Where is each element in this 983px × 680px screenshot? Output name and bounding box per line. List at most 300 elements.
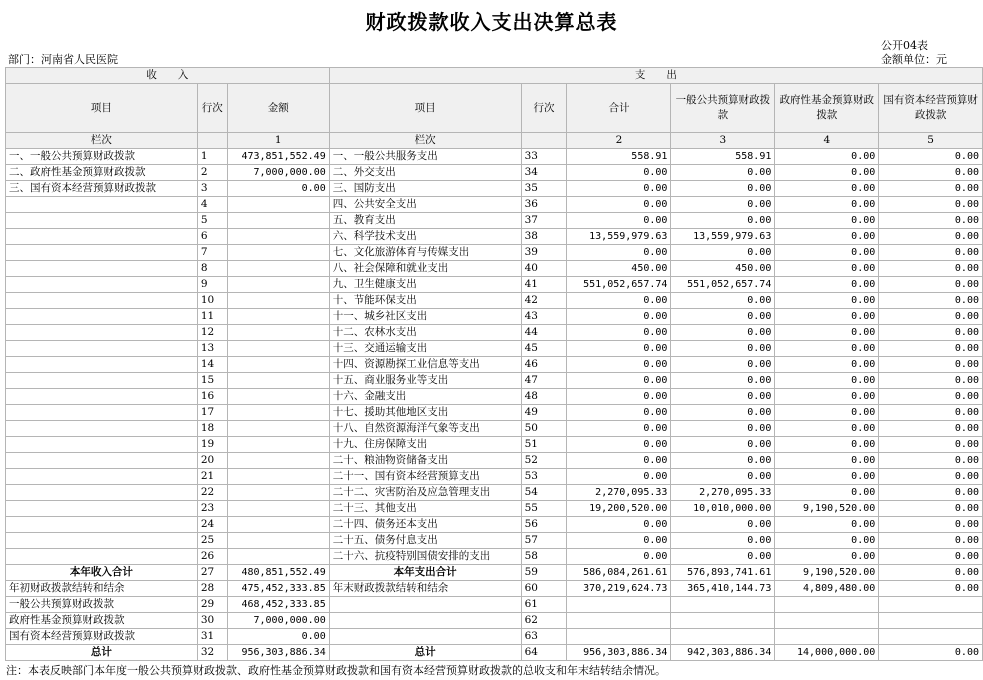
- cell-c2: 2,270,095.33: [567, 485, 671, 501]
- cell-c4: 0.00: [775, 421, 879, 437]
- cell-in-item: [6, 517, 198, 533]
- cell-in-item: [6, 533, 198, 549]
- table-row: [6, 309, 983, 325]
- cell-c2: 0.00: [567, 437, 671, 453]
- cell-in-item: [6, 213, 198, 229]
- year-income-total-amount: 480,851,552.49: [227, 565, 329, 581]
- cell-c5: 0.00: [879, 485, 983, 501]
- table-row: [6, 181, 983, 197]
- cell-c5: 0.00: [879, 213, 983, 229]
- cell-in-amt: [227, 357, 329, 373]
- year-income-total-label: 本年收入合计: [6, 565, 198, 581]
- general-budget-header: 一般公共预算财政拨款: [671, 84, 775, 133]
- cell-c2: 0.00: [567, 453, 671, 469]
- table-row: [6, 437, 983, 453]
- report-meta: [881, 39, 947, 67]
- cell-in-amt: [227, 325, 329, 341]
- row-number: 64: [521, 645, 567, 661]
- cell-c4: 0.00: [775, 293, 879, 309]
- table-row: [6, 341, 983, 357]
- cell-in-no: 25: [197, 533, 227, 549]
- grand-total-c4: 14,000,000.00: [775, 645, 879, 661]
- cell-c5: 0.00: [879, 405, 983, 421]
- cell-in-item: [6, 309, 198, 325]
- cell-c3: 0.00: [671, 405, 775, 421]
- cell-c5: 0.00: [879, 325, 983, 341]
- cell-c5: 0.00: [879, 165, 983, 181]
- cell-in-amt: [227, 485, 329, 501]
- cell-ex-item: 十八、自然资源海洋气象等支出: [329, 421, 521, 437]
- cell-in-item: [6, 325, 198, 341]
- cell-in-amt: [227, 309, 329, 325]
- cell-in-amt: [227, 245, 329, 261]
- cell-in-amt: [227, 501, 329, 517]
- cell-c4: 0.00: [775, 405, 879, 421]
- cell-ex-no: 57: [521, 533, 567, 549]
- table-row: [6, 517, 983, 533]
- cell-c4: 0.00: [775, 341, 879, 357]
- cell-in-amt: [227, 373, 329, 389]
- cell-c5: 0.00: [879, 261, 983, 277]
- cell-in-no: 19: [197, 437, 227, 453]
- cell-in-no: 1: [197, 149, 227, 165]
- end-balance-c4: 4,809,480.00: [775, 581, 879, 597]
- cell-c3: 0.00: [671, 293, 775, 309]
- begin-fund-amount: 7,000,000.00: [227, 613, 329, 629]
- cell-ex-item: 十四、资源勘探工业信息等支出: [329, 357, 521, 373]
- cell-in-no: 11: [197, 309, 227, 325]
- table-row: [6, 469, 983, 485]
- cell-in-item: [6, 277, 198, 293]
- form-code: 公开04表: [881, 39, 928, 52]
- cell-in-amt: [227, 405, 329, 421]
- cell-c5: 0.00: [879, 341, 983, 357]
- table-row: [6, 357, 983, 373]
- cell-ex-no: 47: [521, 373, 567, 389]
- fiscal-summary-table: [5, 67, 983, 661]
- begin-capital-amount: 0.00: [227, 629, 329, 645]
- cell-in-amt: 0.00: [227, 181, 329, 197]
- cell-ex-item: 十七、援助其他地区支出: [329, 405, 521, 421]
- end-balance-c2: 370,219,624.73: [567, 581, 671, 597]
- cell-in-amt: [227, 197, 329, 213]
- table-row: [6, 277, 983, 293]
- cell-c2: 0.00: [567, 245, 671, 261]
- cell-ex-item: 五、教育支出: [329, 213, 521, 229]
- cell-in-no: 15: [197, 373, 227, 389]
- cell-c2: 0.00: [567, 517, 671, 533]
- cell-c3: 0.00: [671, 245, 775, 261]
- cell-c4: 0.00: [775, 325, 879, 341]
- cell-c2: 0.00: [567, 549, 671, 565]
- cell-c4: 0.00: [775, 453, 879, 469]
- cell-ex-no: 46: [521, 357, 567, 373]
- empty-cell: [329, 597, 521, 613]
- cell-ex-no: 44: [521, 325, 567, 341]
- cell-in-item: [6, 293, 198, 309]
- cell-c4: 0.00: [775, 389, 879, 405]
- cell-in-no: 22: [197, 485, 227, 501]
- cell-c3: 0.00: [671, 325, 775, 341]
- department-label: 部门：河南省人民医院: [8, 53, 118, 66]
- cell-in-item: [6, 549, 198, 565]
- cell-ex-no: 50: [521, 421, 567, 437]
- cell-ex-no: 40: [521, 261, 567, 277]
- cell-c4: 0.00: [775, 437, 879, 453]
- cell-c5: 0.00: [879, 181, 983, 197]
- cell-in-no: 12: [197, 325, 227, 341]
- cell-in-no: 7: [197, 245, 227, 261]
- cell-ex-no: 36: [521, 197, 567, 213]
- table-row: [6, 149, 983, 165]
- cell-c3: 0.00: [671, 453, 775, 469]
- cell-in-item: [6, 261, 198, 277]
- cell-c3: 0.00: [671, 341, 775, 357]
- cell-c4: 0.00: [775, 149, 879, 165]
- cell-c2: 0.00: [567, 389, 671, 405]
- cell-ex-no: 52: [521, 453, 567, 469]
- cell-ex-item: 十三、交通运输支出: [329, 341, 521, 357]
- gov-fund-header: 政府性基金预算财政拨款: [775, 84, 879, 133]
- cell-c4: 0.00: [775, 469, 879, 485]
- col-5: 5: [879, 133, 983, 149]
- end-balance-c5: 0.00: [879, 581, 983, 597]
- table-row: [6, 165, 983, 181]
- table-row: [6, 373, 983, 389]
- cell-c3: 0.00: [671, 309, 775, 325]
- cell-ex-item: 二十二、灾害防治及应急管理支出: [329, 485, 521, 501]
- cell-in-no: 21: [197, 469, 227, 485]
- cell-in-item: [6, 389, 198, 405]
- table-row: [6, 261, 983, 277]
- cell-in-no: 9: [197, 277, 227, 293]
- cell-c5: 0.00: [879, 277, 983, 293]
- cell-ex-no: 51: [521, 437, 567, 453]
- cell-ex-no: 56: [521, 517, 567, 533]
- expense-item-header: 项目: [329, 84, 521, 133]
- empty-cell: [879, 597, 983, 613]
- col-1: 1: [227, 133, 329, 149]
- cell-c5: 0.00: [879, 149, 983, 165]
- expense-header: 支 出: [329, 68, 982, 84]
- cell-ex-item: 一、一般公共服务支出: [329, 149, 521, 165]
- cell-c2: 0.00: [567, 309, 671, 325]
- col-3: 3: [671, 133, 775, 149]
- cell-ex-item: 二十三、其他支出: [329, 501, 521, 517]
- end-balance-c3: 365,410,144.73: [671, 581, 775, 597]
- cell-c2: 0.00: [567, 325, 671, 341]
- cell-in-amt: [227, 421, 329, 437]
- cell-in-no: 6: [197, 229, 227, 245]
- cell-c3: 0.00: [671, 437, 775, 453]
- unit-label: 金额单位：元: [881, 53, 947, 66]
- cell-c2: 0.00: [567, 469, 671, 485]
- row-number: 29: [197, 597, 227, 613]
- cell-ex-no: 39: [521, 245, 567, 261]
- cell-c3: 2,270,095.33: [671, 485, 775, 501]
- cell-in-item: [6, 197, 198, 213]
- empty-cell: [329, 629, 521, 645]
- table-row: [6, 293, 983, 309]
- table-row: [6, 421, 983, 437]
- grand-total-income-amount: 956,303,886.34: [227, 645, 329, 661]
- cell-c5: 0.00: [879, 517, 983, 533]
- row-number: 30: [197, 613, 227, 629]
- cell-c4: 0.00: [775, 277, 879, 293]
- row-number: 62: [521, 613, 567, 629]
- cell-c3: 450.00: [671, 261, 775, 277]
- cell-in-amt: [227, 437, 329, 453]
- cell-in-item: 三、国有资本经营预算财政拨款: [6, 181, 198, 197]
- empty-cell: [671, 613, 775, 629]
- empty-cell: [879, 629, 983, 645]
- cell-ex-item: 十九、住房保障支出: [329, 437, 521, 453]
- cell-ex-no: 34: [521, 165, 567, 181]
- cell-in-item: [6, 229, 198, 245]
- col-2: 2: [567, 133, 671, 149]
- year-expense-total-c5: 0.00: [879, 565, 983, 581]
- cell-in-amt: [227, 453, 329, 469]
- col-label: 栏次: [6, 133, 198, 149]
- cell-c5: 0.00: [879, 549, 983, 565]
- cell-ex-item: 八、社会保障和就业支出: [329, 261, 521, 277]
- cell-c2: 0.00: [567, 213, 671, 229]
- cell-c4: 0.00: [775, 485, 879, 501]
- begin-fund-label: 政府性基金预算财政拨款: [6, 613, 198, 629]
- table-row: [6, 533, 983, 549]
- cell-c2: 19,200,520.00: [567, 501, 671, 517]
- end-balance-label: 年末财政拨款结转和结余: [329, 581, 521, 597]
- cell-c2: 0.00: [567, 533, 671, 549]
- cell-c3: 0.00: [671, 421, 775, 437]
- income-rowno-header: 行次: [197, 84, 227, 133]
- cell-c5: 0.00: [879, 357, 983, 373]
- cell-ex-item: 九、卫生健康支出: [329, 277, 521, 293]
- cell-in-amt: [227, 261, 329, 277]
- footnote: 注：本表反映部门本年度一般公共预算财政拨款、政府性基金预算财政拨款和国有资本经营预算财政拨款的总收支和年末结转结余情况。: [6, 664, 666, 677]
- cell-c5: 0.00: [879, 309, 983, 325]
- empty-cell: [879, 613, 983, 629]
- col-label: 栏次: [329, 133, 521, 149]
- table-row: [6, 325, 983, 341]
- cell-in-amt: 7,000,000.00: [227, 165, 329, 181]
- grand-total-c3: 942,303,886.34: [671, 645, 775, 661]
- cell-c5: 0.00: [879, 501, 983, 517]
- empty-cell: [671, 597, 775, 613]
- cell-c5: 0.00: [879, 437, 983, 453]
- col-blank: [197, 133, 227, 149]
- cell-c3: 0.00: [671, 181, 775, 197]
- cell-in-no: 2: [197, 165, 227, 181]
- cell-in-amt: [227, 341, 329, 357]
- row-number: 63: [521, 629, 567, 645]
- cell-in-no: 18: [197, 421, 227, 437]
- cell-ex-no: 37: [521, 213, 567, 229]
- cell-c4: 0.00: [775, 197, 879, 213]
- cell-in-amt: [227, 533, 329, 549]
- income-amount-header: 金额: [227, 84, 329, 133]
- year-expense-total-c2: 586,084,261.61: [567, 565, 671, 581]
- table-row: [6, 197, 983, 213]
- cell-in-item: 二、政府性基金预算财政拨款: [6, 165, 198, 181]
- total-header: 合计: [567, 84, 671, 133]
- cell-c2: 13,559,979.63: [567, 229, 671, 245]
- cell-in-item: [6, 453, 198, 469]
- cell-c3: 0.00: [671, 517, 775, 533]
- cell-c3: 0.00: [671, 373, 775, 389]
- cell-c3: 0.00: [671, 549, 775, 565]
- cell-ex-item: 二十六、抗疫特别国债安排的支出: [329, 549, 521, 565]
- cell-in-amt: [227, 469, 329, 485]
- cell-in-no: 23: [197, 501, 227, 517]
- begin-general-amount: 468,452,333.85: [227, 597, 329, 613]
- row-number: 59: [521, 565, 567, 581]
- cell-in-no: 5: [197, 213, 227, 229]
- cell-c5: 0.00: [879, 453, 983, 469]
- cell-in-amt: 473,851,552.49: [227, 149, 329, 165]
- begin-balance-amount: 475,452,333.85: [227, 581, 329, 597]
- cell-c3: 0.00: [671, 165, 775, 181]
- cell-in-amt: [227, 293, 329, 309]
- cell-in-no: 3: [197, 181, 227, 197]
- begin-capital-label: 国有资本经营预算财政拨款: [6, 629, 198, 645]
- cell-in-no: 20: [197, 453, 227, 469]
- row-number: 61: [521, 597, 567, 613]
- income-item-header: 项目: [6, 84, 198, 133]
- year-expense-total-label: 本年支出合计: [329, 565, 521, 581]
- cell-ex-item: 三、国防支出: [329, 181, 521, 197]
- grand-total-c5: 0.00: [879, 645, 983, 661]
- grand-total-income-label: 总计: [6, 645, 198, 661]
- cell-c4: 0.00: [775, 213, 879, 229]
- cell-c5: 0.00: [879, 533, 983, 549]
- cell-ex-no: 35: [521, 181, 567, 197]
- cell-c4: 0.00: [775, 549, 879, 565]
- cell-c5: 0.00: [879, 197, 983, 213]
- cell-ex-no: 49: [521, 405, 567, 421]
- cell-c3: 10,010,000.00: [671, 501, 775, 517]
- table-row: [6, 213, 983, 229]
- cell-in-amt: [227, 277, 329, 293]
- cell-in-item: [6, 469, 198, 485]
- cell-c3: 13,559,979.63: [671, 229, 775, 245]
- cell-ex-item: 六、科学技术支出: [329, 229, 521, 245]
- cell-ex-item: 二十五、债务付息支出: [329, 533, 521, 549]
- col-4: 4: [775, 133, 879, 149]
- state-capital-header: 国有资本经营预算财政拨款: [879, 84, 983, 133]
- cell-in-amt: [227, 229, 329, 245]
- cell-c4: 0.00: [775, 309, 879, 325]
- cell-in-amt: [227, 549, 329, 565]
- cell-ex-no: 33: [521, 149, 567, 165]
- cell-c5: 0.00: [879, 229, 983, 245]
- cell-ex-item: 十二、农林水支出: [329, 325, 521, 341]
- cell-c2: 558.91: [567, 149, 671, 165]
- cell-ex-no: 43: [521, 309, 567, 325]
- cell-in-no: 26: [197, 549, 227, 565]
- cell-c3: 551,052,657.74: [671, 277, 775, 293]
- table-row: [6, 485, 983, 501]
- cell-in-item: [6, 405, 198, 421]
- row-number: 31: [197, 629, 227, 645]
- cell-c4: 0.00: [775, 261, 879, 277]
- cell-c2: 0.00: [567, 421, 671, 437]
- table-row: [6, 389, 983, 405]
- cell-c2: 450.00: [567, 261, 671, 277]
- cell-in-no: 24: [197, 517, 227, 533]
- cell-c3: 0.00: [671, 389, 775, 405]
- empty-cell: [567, 597, 671, 613]
- cell-c5: 0.00: [879, 469, 983, 485]
- cell-c4: 0.00: [775, 517, 879, 533]
- cell-c2: 551,052,657.74: [567, 277, 671, 293]
- cell-in-amt: [227, 213, 329, 229]
- table-row: [6, 453, 983, 469]
- cell-in-item: [6, 341, 198, 357]
- empty-cell: [775, 629, 879, 645]
- cell-c2: 0.00: [567, 373, 671, 389]
- cell-c3: 0.00: [671, 533, 775, 549]
- cell-ex-item: 四、公共安全支出: [329, 197, 521, 213]
- cell-ex-no: 48: [521, 389, 567, 405]
- cell-in-no: 4: [197, 197, 227, 213]
- cell-in-no: 8: [197, 261, 227, 277]
- cell-c5: 0.00: [879, 389, 983, 405]
- cell-c3: 0.00: [671, 213, 775, 229]
- cell-in-no: 17: [197, 405, 227, 421]
- cell-in-no: 13: [197, 341, 227, 357]
- cell-ex-item: 二、外交支出: [329, 165, 521, 181]
- expense-rowno-header: 行次: [521, 84, 567, 133]
- cell-ex-item: 十五、商业服务业等支出: [329, 373, 521, 389]
- cell-ex-item: 十六、金融支出: [329, 389, 521, 405]
- cell-in-item: [6, 373, 198, 389]
- table-row: [6, 229, 983, 245]
- cell-ex-no: 58: [521, 549, 567, 565]
- cell-c2: 0.00: [567, 341, 671, 357]
- table-row: [6, 501, 983, 517]
- cell-in-item: [6, 485, 198, 501]
- begin-general-label: 一般公共预算财政拨款: [6, 597, 198, 613]
- income-header: 收 入: [6, 68, 330, 84]
- table-row: [6, 245, 983, 261]
- empty-cell: [329, 613, 521, 629]
- cell-ex-no: 41: [521, 277, 567, 293]
- begin-balance-label: 年初财政拨款结转和结余: [6, 581, 198, 597]
- cell-c2: 0.00: [567, 405, 671, 421]
- empty-cell: [671, 629, 775, 645]
- cell-c2: 0.00: [567, 181, 671, 197]
- year-expense-total-c4: 9,190,520.00: [775, 565, 879, 581]
- cell-c4: 0.00: [775, 533, 879, 549]
- table-row: [6, 549, 983, 565]
- cell-ex-item: 二十四、债务还本支出: [329, 517, 521, 533]
- col-blank: [521, 133, 567, 149]
- cell-c5: 0.00: [879, 293, 983, 309]
- cell-in-amt: [227, 517, 329, 533]
- row-number: 27: [197, 565, 227, 581]
- cell-in-no: 10: [197, 293, 227, 309]
- table-row: [6, 405, 983, 421]
- cell-in-amt: [227, 389, 329, 405]
- cell-in-item: [6, 245, 198, 261]
- cell-c3: 0.00: [671, 357, 775, 373]
- cell-c4: 0.00: [775, 357, 879, 373]
- cell-in-no: 14: [197, 357, 227, 373]
- row-number: 28: [197, 581, 227, 597]
- cell-c4: 0.00: [775, 373, 879, 389]
- empty-cell: [775, 613, 879, 629]
